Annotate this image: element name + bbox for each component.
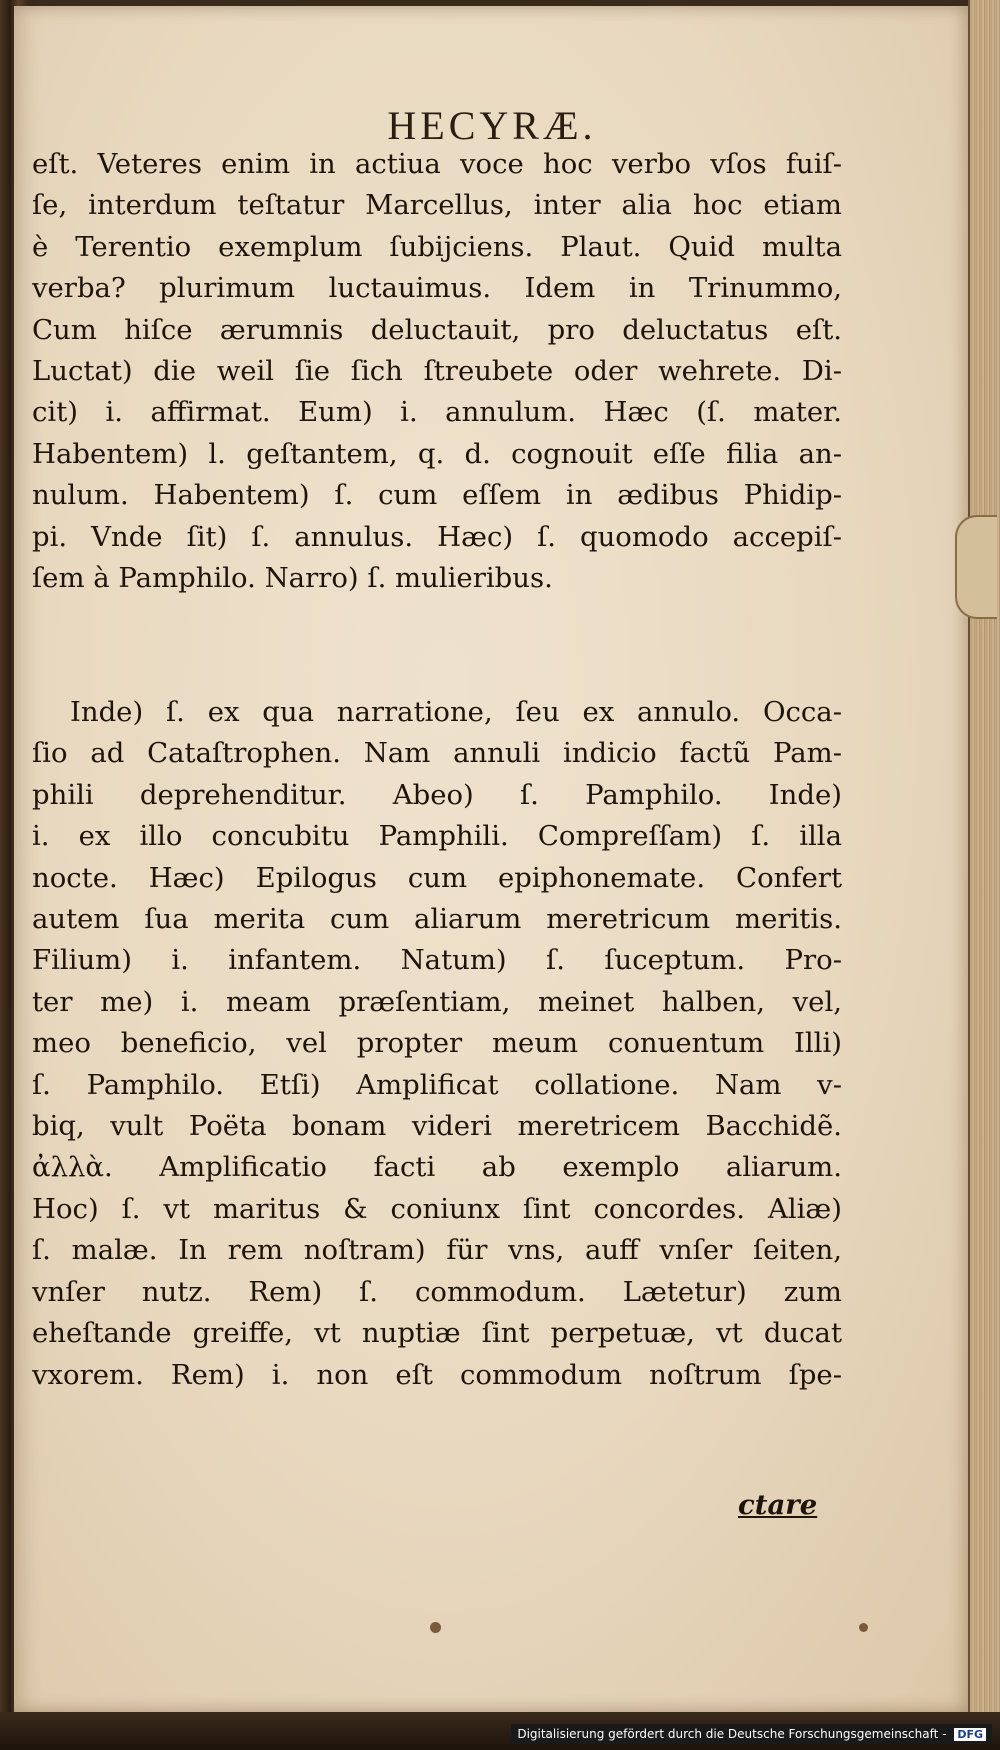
page-tab [955,515,997,619]
text-line: autem ſua merita cum aliarum meretricum meritis. [32,903,842,936]
text-line: Inde) ſ. ex qua narratione, ſeu ex annulo. Occa- [70,696,842,728]
text-line: ter me) i. meam præſentiam, meinet halben, vel, [32,985,842,1018]
text-line: biq, vult Poëta bonam videri meretricem Bacchidẽ. [32,1110,842,1143]
paragraph-2 [32,692,842,1396]
text-line: nulum. Habentem) ſ. cum eſſem in ædibus Phidip- [32,479,842,512]
text-line: Habentem) l. geſtantem, q. d. cognouit eſſe filia an- [32,437,842,470]
digitization-note: Digitalisierung gefördert durch die Deutsche Forschungsgemeinschaft - [517,1727,947,1741]
running-head: HECYRÆ. [387,103,597,148]
text-line: vnſer nutz. Rem) ſ. commodum. Lætetur) zum [32,1275,842,1308]
text-line: ſio ad Cataſtrophen. Nam annuli indicio factũ Pam- [32,737,842,770]
dfg-logo: DFG [954,1728,986,1741]
signature-mark [430,1622,441,1633]
text-line: phili deprehenditur. Abeo) ſ. Pamphilo. Inde) [32,778,842,811]
text-line: Hoc) ſ. vt maritus & coniunx ſint concordes. Aliæ) [32,1192,842,1225]
text-line: pi. Vnde ſit) ſ. annulus. Hæc) ſ. quomodo accepiſ- [32,520,842,553]
text-line: verba? plurimum luctauimus. Idem in Trinummo, [32,272,842,305]
digitization-footer [511,1724,992,1744]
catchword: ctare [738,1489,818,1521]
text-line: eheſtande greiffe, vt nuptiæ ſint perpetuæ, vt ducat [32,1317,842,1350]
paragraph-1 [32,144,842,599]
book-page [14,6,970,1712]
text-line: ſe, interdum teſtatur Marcellus, inter alia hoc etiam [32,189,842,222]
text-line: vxorem. Rem) i. non eſt commodum noſtrum ſpe- [32,1358,842,1391]
text-line: Filium) i. infantem. Natum) ſ. ſuceptum. Pro- [32,944,842,977]
text-line: ſem à Pamphilo. Narro) ſ. mulieribus. [32,562,553,595]
text-line: è Terentio exemplum ſubijciens. Plaut. Quid multa [32,230,842,263]
text-line: nocte. Hæc) Epilogus cum epiphonemate. Confert [32,861,842,894]
text-line: cit) i. affirmat. Eum) i. annulum. Hæc (ſ. mater. [32,396,842,429]
text-line: meo beneficio, vel propter meum conuentum Illi) [32,1027,842,1060]
text-line: i. ex illo concubitu Pamphili. Compreſſam) ſ. illa [32,820,842,853]
page-fore-edge [968,0,1000,1715]
text-line: ſ. malæ. In rem noſtram) für vns, auff vnſer ſeiten, [32,1234,842,1267]
text-line: Luctat) die weil ſie ſich ſtreubete oder wehrete. Di- [32,355,842,388]
text-line: ſ. Pamphilo. Etſi) Amplificat collatione. Nam v- [32,1068,842,1101]
text-line: Cum hiſce ærumnis deluctauit, pro deluctatus eſt. [32,313,842,346]
text-line: ἀλλὰ. Amplificatio facti ab exemplo aliarum. [32,1151,842,1184]
text-line: eſt. Veteres enim in actiua voce hoc verbo vſos fuiſ- [32,148,842,180]
paper-speck [859,1623,868,1632]
